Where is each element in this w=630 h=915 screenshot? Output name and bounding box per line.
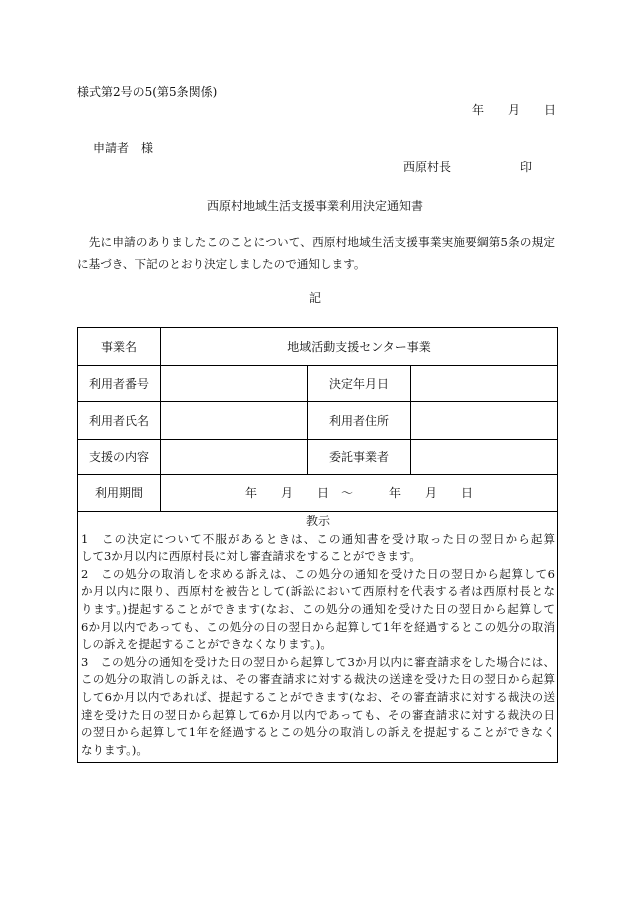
user-number-value-cell (161, 366, 308, 402)
user-name-label: 利用者氏名 (78, 402, 161, 440)
notice-line: この処分の取消しの訴えは、その審査請求に対する裁決の送達を受けた日の翌日から起算 (81, 672, 556, 687)
project-value: 地域活動支援センター事業 (161, 328, 558, 366)
issue-date: 年 月 日 (471, 103, 556, 117)
notice-line: か月以内に限り、西原村を被告として(訴訟において西原村を代表する者は西原村長とな (81, 584, 556, 599)
user-name-value-cell (161, 402, 308, 440)
intro-line: に基づき、下記のとおり決定しましたので通知します。 (77, 257, 366, 271)
notice-line: して3か月以内に西原村長に対し審査請求をすることができます。 (81, 549, 421, 564)
notice-line: 3 この処分の通知を受けた日の翌日から起算して3か月以内に審査請求をした場合には、 (81, 654, 556, 669)
decision-details-table (77, 327, 558, 763)
table-row-notice (78, 512, 558, 763)
notice-heading: 教示 (306, 514, 331, 528)
form-number: 様式第2号の5(第5条関係) (77, 85, 218, 99)
notice-line: しの訴えを提起することができなくなります。)。 (81, 637, 332, 652)
contractor-value-cell (411, 440, 558, 475)
table-body (78, 328, 558, 763)
table-row-project (78, 328, 558, 366)
notice-line: 2 この処分の取消しを求める訴えは、この処分の通知を受けた日の翌日から起算して6 (81, 566, 556, 581)
contractor-label: 委託事業者 (308, 440, 411, 475)
table-row-name-address (78, 402, 558, 440)
issuer-name: 西原村長 (403, 160, 452, 174)
decision-date-value-cell (411, 366, 558, 402)
table-row-period (78, 475, 558, 512)
project-label: 事業名 (78, 328, 161, 366)
intro-paragraph (77, 231, 555, 275)
notice-cell (78, 512, 558, 763)
notice-line: ります。)提起することができます(なお、この処分の通知を受けた日の翌日から起算して (81, 601, 556, 616)
seal-mark: 印 (520, 160, 533, 174)
notice-line: 6か月以内であっても、この処分の日の翌日から起算して1年を経過するとこの処分の取消 (81, 619, 556, 634)
decision-date-label: 決定年月日 (308, 366, 411, 402)
period-label: 利用期間 (78, 475, 161, 512)
notice-line: 1 この決定について不服があるときは、この通知書を受け取った日の翌日から起算 (81, 531, 557, 546)
table-row-support-contractor (78, 440, 558, 475)
notice-item-1 (81, 531, 555, 566)
notice-item-2 (81, 566, 555, 654)
support-content-label: 支援の内容 (78, 440, 161, 475)
user-address-value-cell (411, 402, 558, 440)
user-number-label: 利用者番号 (78, 366, 161, 402)
support-content-value-cell (161, 440, 308, 475)
notice-line: して6か月以内であれば、提起することができます(なお、その審査請求に対する裁決の送 (81, 689, 556, 704)
recipient-line: 申請者 様 (93, 141, 154, 155)
period-value: 年 月 日 ～ 年 月 日 (161, 475, 558, 512)
intro-line: 先に申請のありましたこのことについて、西原村地域生活支援事業実施要綱第5条の規定 (77, 235, 556, 249)
user-address-label: 利用者住所 (308, 402, 411, 440)
notice-line: なります。)。 (81, 742, 148, 757)
ki-label: 記 (308, 291, 321, 305)
notice-line: の翌日から起算して1年を経過するとこの処分の取消しの訴えを提起することができなく (81, 725, 556, 740)
notice-line: 達を受けた日の翌日から起算して6か月以内であっても、その審査請求に対する裁決の日 (81, 707, 556, 722)
notice-item-3 (81, 654, 555, 760)
table-row-number-date (78, 366, 558, 402)
document-title: 西原村地域生活支援事業利用決定通知書 (206, 199, 423, 213)
